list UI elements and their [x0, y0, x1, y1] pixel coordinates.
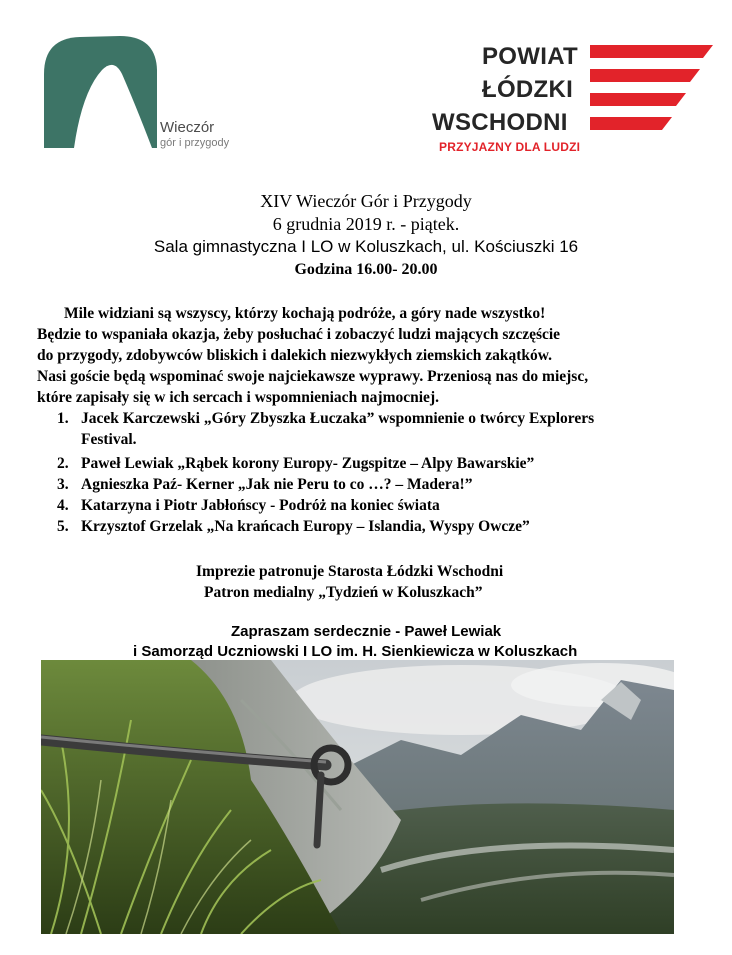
list-number: 4. — [57, 497, 69, 514]
list-number: 2. — [57, 455, 69, 472]
patronage-line-1: Imprezie patronuje Starosta Łódzki Wschodni — [196, 563, 504, 580]
mountain-photo — [41, 660, 674, 934]
patronage-line-2: Patron medialny „Tydzień w Koluszkach” — [204, 584, 483, 601]
event-hours: Godzina 16.00- 20.00 — [294, 261, 438, 278]
talk-text: Agnieszka Paź- Kerner „Jak nie Peru to co …? – Madera!” — [81, 476, 473, 493]
logo-word-powiat: POWIAT — [482, 43, 579, 70]
list-number: 5. — [57, 518, 69, 535]
intro-line-4: Nasi goście będą wspominać swoje najciekawsze wyprawy. Przeniosą nas do miejsc, — [37, 368, 589, 385]
talk-text: Paweł Lewiak „Rąbek korony Europy- Zugspitze – Alpy Bawarskie” — [81, 455, 535, 472]
list-item — [57, 516, 594, 537]
intro-line-2: Będzie to wspaniała okazja, żeby posłuchać i zobaczyć ludzi mających szczęście — [37, 326, 561, 343]
list-item — [57, 474, 594, 495]
logo-word-wschodni: WSCHODNI — [432, 109, 568, 136]
wieczor-logo — [44, 36, 234, 156]
mountain-logo-icon — [44, 36, 164, 148]
list-item — [57, 408, 594, 450]
talk-text: Krzysztof Grzelak „Na krańcach Europy – Islandia, Wyspy Owcze” — [81, 518, 530, 535]
list-item — [57, 495, 594, 516]
list-number: 3. — [57, 476, 69, 493]
intro-line-5: które zapisały się w ich sercach i wspomnieniach najmocniej. — [37, 389, 439, 406]
logo-tagline: PRZYJAZNY DLA LUDZI — [439, 140, 581, 154]
list-number: 1. — [57, 410, 69, 427]
invitation-line-2: i Samorząd Uczniowski I LO im. H. Sienkiewicza w Koluszkach — [133, 643, 578, 660]
talk-text-continued: Festival. — [81, 431, 137, 448]
event-date: 6 grudnia 2019 r. - piątek. — [272, 214, 460, 234]
talk-text: Katarzyna i Piotr Jabłońscy - Podróż na koniec świata — [81, 497, 440, 514]
powiat-lodzki-wschodni-logo — [432, 40, 718, 162]
list-item — [57, 453, 594, 474]
invitation-line-1: Zapraszam serdecznie - Paweł Lewiak — [231, 623, 502, 640]
event-venue: Sala gimnastyczna I LO w Koluszkach, ul. Kościuszki 16 — [153, 237, 579, 256]
wieczor-logo-name: Wieczór — [160, 119, 215, 136]
intro-line-1: Mile widziani są wszyscy, którzy kochają podróże, a góry nade wszystko! — [64, 305, 546, 322]
wieczor-logo-tagline: gór i przygody — [160, 137, 230, 149]
event-title: XIV Wieczór Gór i Przygody — [260, 191, 472, 211]
intro-line-3: do przygody, zdobywców bliskich i dalekich niezwykłych ziemskich zakątków. — [37, 347, 552, 364]
talk-text: Jacek Karczewski „Góry Zbyszka Łuczaka” wspomnienie o twórcy Explorers — [81, 410, 595, 427]
mountain-cable-photo-icon — [41, 660, 674, 934]
logo-word-lodzki: ŁÓDZKI — [482, 76, 574, 103]
talks-list — [57, 408, 594, 537]
